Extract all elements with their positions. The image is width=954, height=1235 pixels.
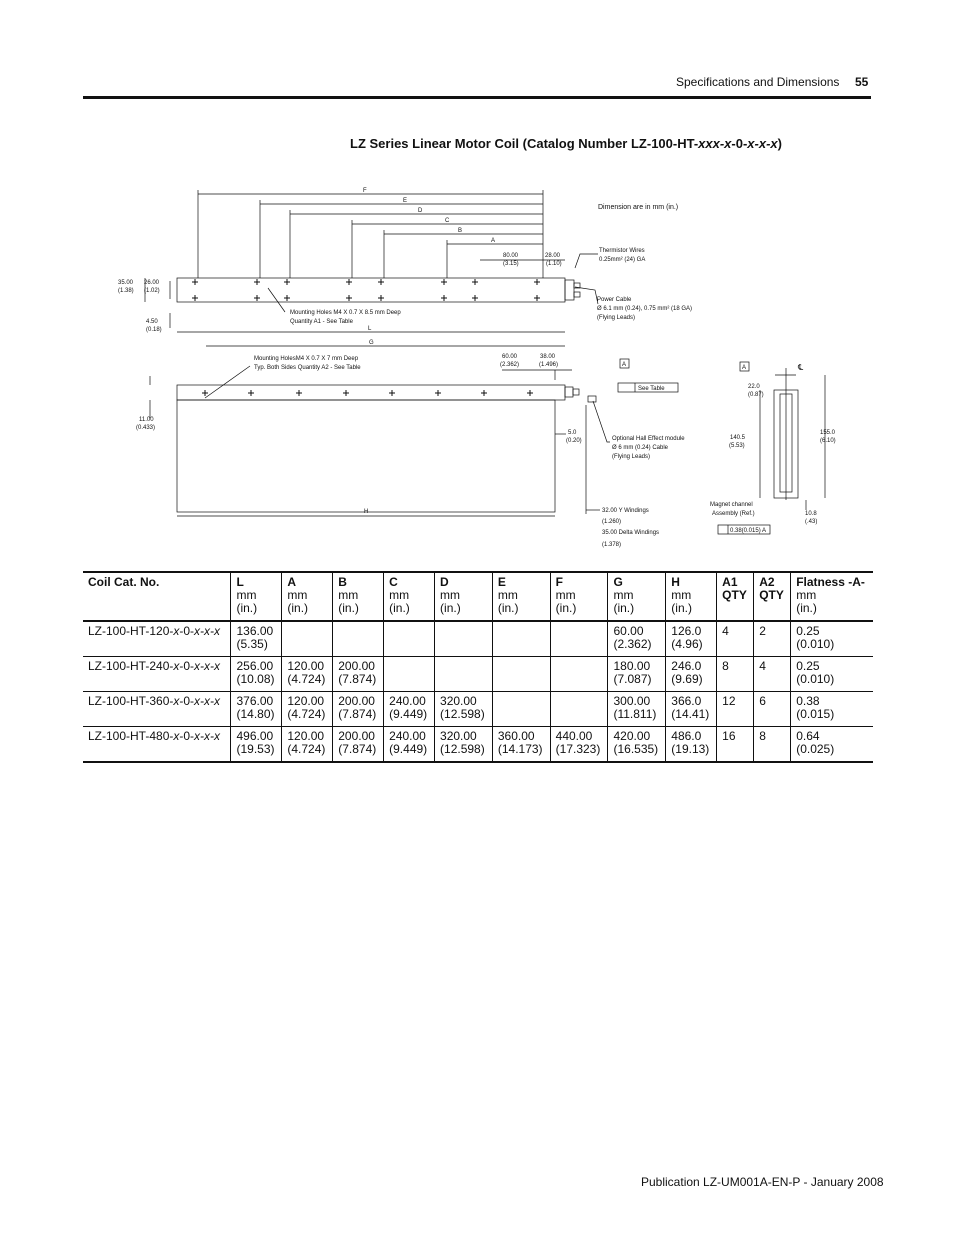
cat-no-cell: LZ-100-HT-480-x-0-x-x-x: [88, 729, 221, 743]
centerline-symbol: ℄: [798, 363, 804, 372]
table-cell: [550, 621, 608, 657]
table-cell: 240.00 (9.449): [384, 692, 435, 727]
coil-potting: [177, 400, 555, 512]
svg-text:Ø 6.1 mm (0.24), 0.75 mm² (18: Ø 6.1 mm (0.24), 0.75 mm² (18 GA): [597, 306, 693, 312]
svg-text:60.00: 60.00: [502, 354, 518, 360]
table-cell: 136.00 (5.35): [231, 621, 282, 657]
table-cell: 0.25 (0.010): [791, 621, 873, 657]
svg-text:140.5: 140.5: [730, 435, 746, 441]
table-cell: 376.00 (14.80): [231, 692, 282, 727]
table-cell: 180.00 (7.087): [608, 657, 666, 692]
table-cell: 300.00 (11.811): [608, 692, 666, 727]
label-A: A: [491, 238, 496, 244]
hall-module-label: Optional Hall Effect module: [612, 436, 685, 442]
table-cell: 320.00 (12.598): [435, 727, 493, 763]
table-cell: [384, 621, 435, 657]
svg-text:5.0: 5.0: [568, 430, 577, 436]
svg-text:38.00: 38.00: [540, 354, 556, 360]
header-rule: [83, 96, 871, 99]
label-E: E: [403, 198, 408, 204]
svg-text:(1.378): (1.378): [602, 542, 622, 548]
table-cell: 360.00 (14.173): [492, 727, 550, 763]
svg-text:35.00: 35.00: [118, 280, 134, 286]
svg-text:(1.10): (1.10): [546, 261, 562, 267]
table-cell: [492, 621, 550, 657]
table-cell: 200.00 (7.874): [333, 657, 384, 692]
svg-text:Typ. Both Sides Quantity A2 -: Typ. Both Sides Quantity A2 - See Table: [254, 365, 361, 371]
table-cell: 6: [754, 692, 791, 727]
svg-text:A: A: [742, 365, 747, 371]
svg-text:(Flying Leads): (Flying Leads): [612, 454, 651, 460]
table-cell: 0.25 (0.010): [791, 657, 873, 692]
table-cell: 0.64 (0.025): [791, 727, 873, 763]
table-row: [83, 657, 873, 692]
table-cell: 16: [717, 727, 754, 763]
table-cell: 0.38 (0.015): [791, 692, 873, 727]
svg-text:Assembly (Ref.): Assembly (Ref.): [712, 511, 755, 517]
mounting-holes-top: [192, 279, 540, 301]
table-cell: 60.00 (2.362): [608, 621, 666, 657]
table-cell: [492, 657, 550, 692]
note-units: Dimension are in mm (in.): [598, 204, 679, 211]
label-H: H: [364, 509, 369, 515]
table-cell: 8: [754, 727, 791, 763]
col-header: F mm (in.): [550, 572, 608, 621]
svg-text:(6.10): (6.10): [820, 438, 836, 444]
svg-text:155.0: 155.0: [820, 430, 836, 436]
table-cell: 12: [717, 692, 754, 727]
table-cell: 486.0 (19.13): [666, 727, 717, 763]
label-F: F: [363, 188, 367, 194]
mounting-holes-top-label: Mounting Holes M4 X 0.7 X 8.5 mm Deep: [290, 310, 401, 316]
table-cell: [492, 692, 550, 727]
table-cell: 366.0 (14.41): [666, 692, 717, 727]
coil-top-view: [177, 278, 565, 302]
mounting-holes-side-label: Mounting HolesM4 X 0.7 X 7 mm Deep: [254, 356, 359, 362]
table-header-row: [83, 572, 873, 621]
table-row: [83, 621, 873, 657]
col-header: E mm (in.): [492, 572, 550, 621]
svg-text:(.43): (.43): [805, 519, 818, 525]
col-header: A2 QTY: [754, 572, 791, 621]
table-cell: 126.0 (4.96): [666, 621, 717, 657]
svg-text:(1.496): (1.496): [539, 362, 559, 368]
svg-text:10.8: 10.8: [805, 511, 817, 517]
svg-text:(0.433): (0.433): [136, 425, 156, 431]
svg-text:Ø 6 mm (0.24) Cable: Ø 6 mm (0.24) Cable: [612, 445, 669, 451]
table-cell: 320.00 (12.598): [435, 692, 493, 727]
table-cell: 240.00 (9.449): [384, 727, 435, 763]
table-cell: 496.00 (19.53): [231, 727, 282, 763]
svg-text:(0.18): (0.18): [146, 327, 162, 333]
table-cell: [333, 621, 384, 657]
col-header: A1 QTY: [717, 572, 754, 621]
table-cell: 120.00 (4.724): [282, 727, 333, 763]
table-cell: [435, 657, 493, 692]
table-cell: [384, 657, 435, 692]
table-cell: [550, 692, 608, 727]
table-row: [83, 727, 873, 763]
label-C: C: [445, 218, 450, 224]
svg-text:26.00: 26.00: [144, 280, 160, 286]
svg-text:(0.87): (0.87): [748, 392, 764, 398]
cat-no-cell: LZ-100-HT-360-x-0-x-x-x: [88, 694, 221, 708]
svg-text:Quantity A1 - See Table: Quantity A1 - See Table: [290, 319, 353, 325]
coil-side-view: [177, 385, 565, 400]
page-title: LZ Series Linear Motor Coil (Catalog Number LZ-100-HT-xxx-x-0-x-x-x): [350, 136, 782, 151]
col-header: A mm (in.): [282, 572, 333, 621]
svg-text:(Flying Leads): (Flying Leads): [597, 315, 636, 321]
magnet-channel-label: Magnet channel: [710, 502, 753, 508]
svg-text:35.00 Delta Windings: 35.00 Delta Windings: [602, 530, 660, 536]
table-cell: 200.00 (7.874): [333, 692, 384, 727]
table-cell: 4: [754, 657, 791, 692]
mounting-holes-side: [202, 390, 533, 396]
coil-dimensions-table: [83, 571, 873, 763]
table-cell: [550, 657, 608, 692]
svg-text:(3.15): (3.15): [503, 261, 519, 267]
table-cell: 120.00 (4.724): [282, 692, 333, 727]
table-cell: 246.0 (9.69): [666, 657, 717, 692]
svg-text:A: A: [622, 362, 627, 368]
col-header: G mm (in.): [608, 572, 666, 621]
windings-label: 32.00 Y Windings: [602, 508, 649, 514]
col-header: B mm (in.): [333, 572, 384, 621]
svg-text:(0.20): (0.20): [566, 438, 582, 444]
table-cell: [435, 621, 493, 657]
cable-exit-top: [565, 280, 574, 300]
svg-text:11.00: 11.00: [139, 417, 154, 423]
table-cell: 256.00 (10.08): [231, 657, 282, 692]
cat-no-cell: LZ-100-HT-240-x-0-x-x-x: [88, 659, 221, 673]
col-header: H mm (in.): [666, 572, 717, 621]
svg-text:(5.53): (5.53): [729, 443, 745, 449]
flatness-tolerance: 0.38(0.015) A: [730, 528, 767, 534]
svg-text:(2.362): (2.362): [500, 362, 520, 368]
dimension-drawing: [110, 180, 850, 560]
svg-text:0.25mm² (24) GA: 0.25mm² (24) GA: [599, 257, 646, 263]
table-cell: 4: [717, 621, 754, 657]
table-cell: [282, 621, 333, 657]
table-cell: 120.00 (4.724): [282, 657, 333, 692]
publication-footer: Publication LZ-UM001A-EN-P - January 2008: [641, 1175, 884, 1189]
svg-text:80.00: 80.00: [503, 253, 519, 259]
col-header: Coil Cat. No.: [88, 575, 160, 589]
label-B: B: [458, 228, 463, 234]
see-table-label: See Table: [638, 386, 665, 392]
running-header-section: Specifications and Dimensions: [676, 75, 840, 89]
table-row: [83, 692, 873, 727]
cat-no-cell: LZ-100-HT-120-x-0-x-x-x: [88, 624, 221, 638]
col-header: C mm (in.): [384, 572, 435, 621]
svg-text:(1.260): (1.260): [602, 519, 622, 525]
table-cell: 8: [717, 657, 754, 692]
label-D: D: [418, 208, 423, 214]
svg-text:4.50: 4.50: [146, 319, 158, 325]
table-cell: 420.00 (16.535): [608, 727, 666, 763]
col-header: L mm (in.): [231, 572, 282, 621]
table-cell: 2: [754, 621, 791, 657]
thermistor-label: Thermistor Wires: [599, 248, 645, 254]
svg-text:(1.02): (1.02): [144, 288, 160, 294]
svg-text:22.0: 22.0: [748, 384, 760, 390]
power-cable-label: Power Cable: [597, 297, 632, 303]
table-cell: 440.00 (17.323): [550, 727, 608, 763]
label-G: G: [369, 340, 374, 346]
label-L: L: [368, 326, 372, 332]
svg-text:(1.38): (1.38): [118, 288, 134, 294]
col-header: Flatness -A- mm (in.): [791, 572, 873, 621]
col-header: D mm (in.): [435, 572, 493, 621]
svg-text:28.00: 28.00: [545, 253, 561, 259]
table-cell: 200.00 (7.874): [333, 727, 384, 763]
page-number: 55: [855, 75, 869, 89]
